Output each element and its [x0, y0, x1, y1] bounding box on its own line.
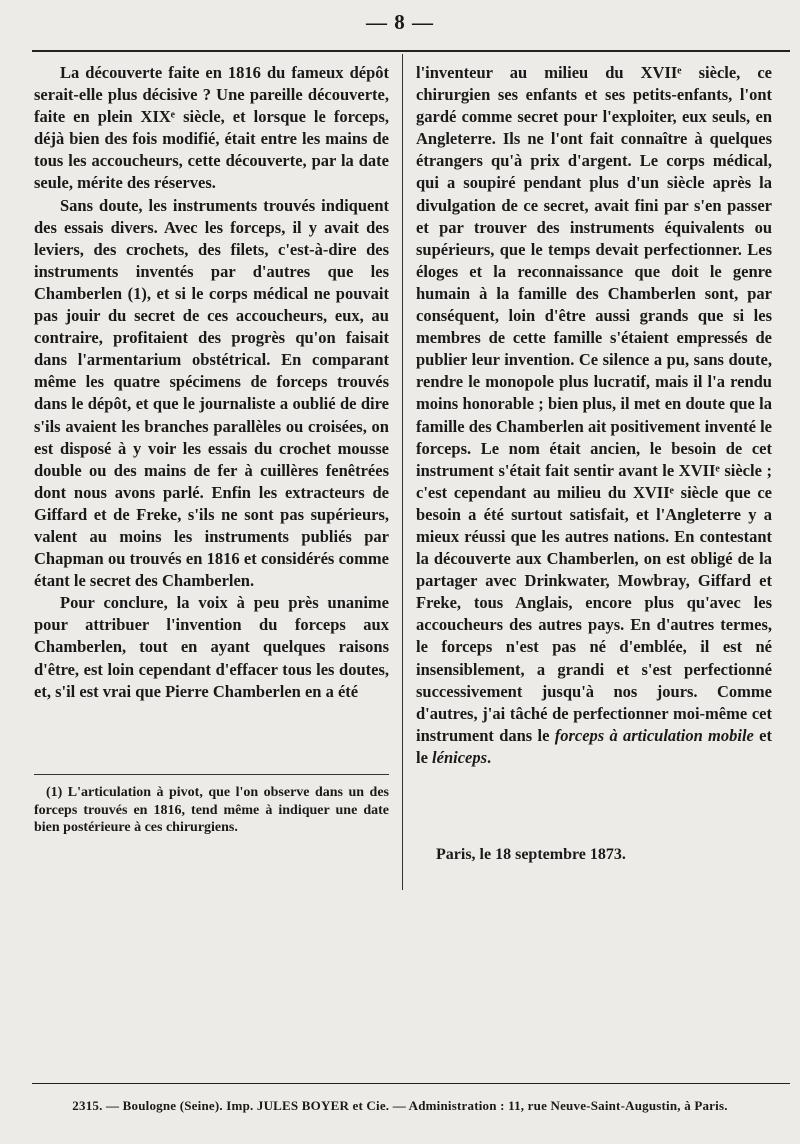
left-paragraph-3: Pour conclure, la voix à peu près unanime pour attribuer l'invention du forceps aux Chamberlen, tout en ayant quelques raisons d'être, est loin cependant d'effacer tous les doutes, et, s'il est vrai que Pierre Chamberlen en a été	[34, 593, 389, 701]
footnote	[34, 784, 389, 837]
header-rule	[32, 50, 790, 52]
paragraph-end: .	[487, 747, 492, 767]
column-divider	[402, 54, 403, 890]
printer-imprint: 2315. — Boulogne (Seine). Imp. JULES BOYER et Cie. — Administration : 11, rue Neuve-Saint-Augustin, à Paris.	[72, 1098, 728, 1113]
page-number: — 8 —	[366, 10, 434, 34]
footnote-text: (1) L'articulation à pivot, que l'on observe dans un des forceps trouvés en 1816, tend même à indiquer une date bien postérieure à ces chirurgiens.	[34, 785, 389, 835]
left-paragraph-2: Sans doute, les instruments trouvés indiquent des essais divers. Avec les forceps, il y avait des leviers, des crochets, des filets, c'est-à-dire des instruments inventés par d'autres que les Chamberlen (1), et si le corps médical ne pouvait pas jouir du secret de ces accoucheurs, eux, au contraire, profitaient des progrès qu'on faisait dans l'armentarium obstétrical. En comparant même les quatre spécimens de forceps trouvés dans le dépôt, et que le journaliste a oublié de dire s'ils avaient les branches parallèles ou croisées, on est disposé à y voir les essais du crochet mousse double ou des mains de fer à cuillères fenêtrées dont nous avons parlé. Enfin les extracteurs de Giffard et de Freke, s'ils ne sont pas supérieurs, valent au moins les instruments publiés par Chapman ou trouvés en 1816 et considérés comme étant le secret des Chamberlen.	[34, 195, 389, 591]
connector-text: et le	[416, 725, 772, 767]
italic-term-forceps: forceps à articulation mobile	[554, 725, 754, 745]
left-paragraph-1: La découverte faite en 1816 du fameux dépôt serait-elle plus décisive ? Une pareille découverte, faite en plein XIXᵉ siècle, et lorsque le forceps, déjà bien des fois modifié, était entre les mains de tous les accoucheurs, cette découverte, par la date seule, mérite des réserves.	[34, 63, 389, 193]
right-paragraph	[416, 62, 772, 769]
right-paragraph-text: l'inventeur au milieu du XVIIᵉ siècle, ce chirurgien ses enfants et ses petits-enfants, l'ont gardé comme secret pour l'exploiter, eux seuls, en Angleterre. Ils ne l'ont fait connaître à quelques étrangers qu'à prix d'argent. Le corps médical, qui a soupiré pendant plus d'un siècle après la divulgation de ce secret, avait fini par s'en passer et par trouver des instruments équivalents ou supérieurs, que le temps devait perfectionner. Les éloges et la reconnaissance que doit le genre humain à la famille des Chamberlen sont, par conséquent, loin d'être aussi grands que si les membres de cette famille s'étaient empressés de publier leur invention. Ce silence a pu, sans doute, rendre le monopole plus lucratif, mais il l'a rendu moins honorable ; bien plus, il met en doute que la famille des Chamberlen ait positivement inventé le forceps. Le nom était ancien, le besoin de cet instrument s'était fait sentir avant le XVIIᵉ siècle ; c'est cependant au milieu du XVIIᵉ siècle que ce besoin a été surtout satisfait, et l'Angleterre y a mieux réussi que les autres nations. En contestant la découverte aux Chamberlen, on est obligé de la partager avec Drinkwater, Mowbray, Giffard et Freke, tous Anglais, encore plus qu'avec les accoucheurs des autres pays. En d'autres termes, le forceps n'est pas né d'emblée, il est né insensiblement, a grandi et s'est perfectionné successivement jusqu'à nos jours. Comme d'autres, j'ai tâché de perfectionner moi-même cet instrument dans le	[416, 63, 772, 745]
date-signature: Paris, le 18 septembre 1873.	[436, 846, 626, 863]
left-column	[34, 62, 389, 703]
footer-rule	[32, 1083, 790, 1084]
right-column	[416, 62, 772, 769]
footnote-rule	[34, 774, 389, 775]
italic-term-leniceps: léniceps	[432, 747, 488, 767]
